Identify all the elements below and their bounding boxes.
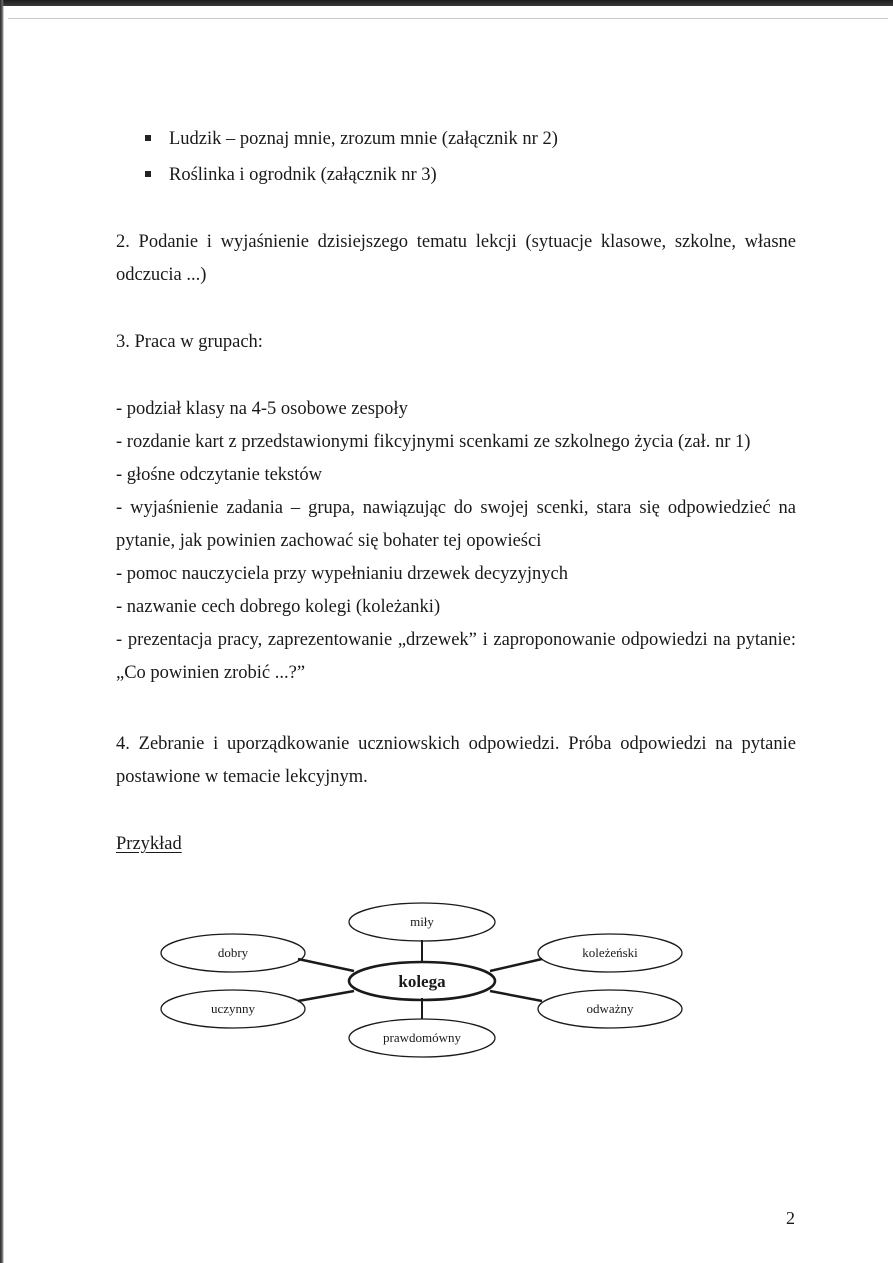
square-bullet-icon — [145, 135, 151, 141]
section-2-paragraph: 2. Podanie i wyjaśnienie dzisiejszego tematu lekcji (sytuacje klasowe, szkolne, własne odczucia ...) — [116, 232, 796, 285]
list-item: - nazwanie cech dobrego kolegi (koleżanki) — [116, 597, 441, 617]
list-item: - prezentacja pracy, zaprezentowanie „drzewek” i zaproponowanie odpowiedzi na pytanie: „Co powinien zrobić ...?” — [116, 630, 796, 683]
section-4-paragraph: 4. Zebranie i uporządkowanie uczniowskich odpowiedzi. Próba odpowiedzi na pytanie postawione w temacie lekcyjnym. — [116, 734, 796, 787]
scan-shadow-top — [0, 0, 893, 6]
connector-line — [490, 959, 542, 971]
header-rule — [8, 18, 888, 19]
node-left-top-label: dobry — [217, 945, 249, 960]
connector-line — [298, 959, 354, 971]
node-top-label: miły — [410, 914, 434, 929]
mind-map-diagram — [150, 895, 695, 1065]
list-item: - podział klasy na 4-5 osobowe zespoły — [116, 399, 408, 419]
list-item: - rozdanie kart z przedstawionymi fikcyjnymi scenkami ze szkolnego życia (zał. nr 1) — [116, 432, 751, 452]
list-item: - pomoc nauczyciela przy wypełnianiu drzewek decyzyjnych — [116, 564, 569, 584]
node-bottom-label: prawdomówny — [383, 1030, 461, 1045]
list-item: - głośne odczytanie tekstów — [116, 465, 323, 485]
list-item: - wyjaśnienie zadania – grupa, nawiązując do swojej scenki, stara się odpowiedzieć na pytanie, jak powinien zachować się bohater tej opowieści — [116, 498, 796, 551]
scan-shadow-left — [0, 0, 4, 1263]
node-left-bottom-label: uczynny — [210, 1001, 256, 1016]
node-center-label: kolega — [398, 972, 446, 991]
node-right-bottom-label: odważny — [586, 1001, 634, 1016]
connector-line — [298, 991, 354, 1001]
section-3-heading: 3. Praca w grupach: — [116, 332, 263, 352]
example-label: Przykład — [116, 834, 182, 854]
node-right-top-label: koleżeński — [582, 945, 638, 960]
bullet-item: Roślinka i ogrodnik (załącznik nr 3) — [145, 163, 437, 187]
page-number: 2 — [786, 1208, 795, 1228]
bullet-item: Ludzik – poznaj mnie, zrozum mnie (załącznik nr 2) — [145, 127, 558, 151]
connector-line — [490, 991, 542, 1001]
square-bullet-icon — [145, 171, 151, 177]
section-3-list — [116, 393, 796, 690]
